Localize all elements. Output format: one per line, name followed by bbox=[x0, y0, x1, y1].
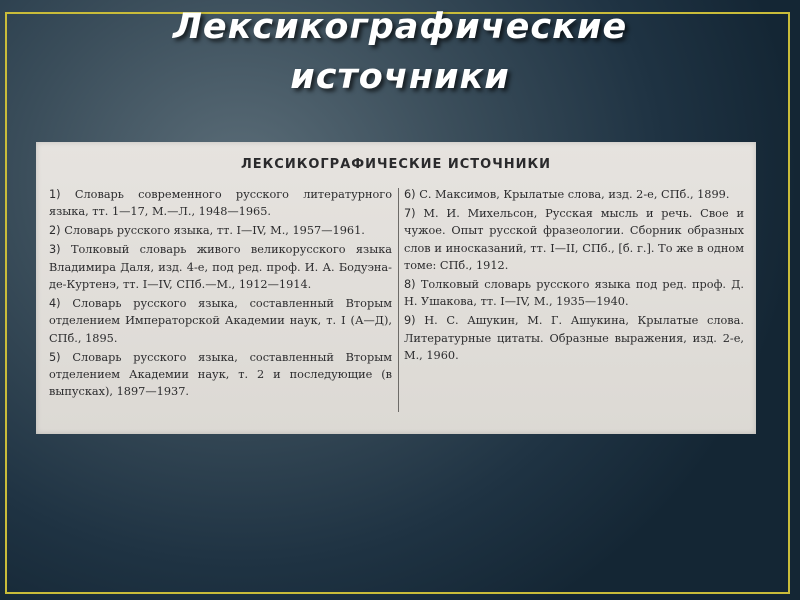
source-entry-7 bbox=[404, 205, 744, 275]
source-entry-8 bbox=[404, 276, 744, 311]
entry-text: Словарь русского языка, составленный Вторым отделением Императорской Академии наук, т. I (А—Д), СПб., 1895. bbox=[49, 296, 392, 345]
entry-number: 7) bbox=[404, 206, 416, 220]
entry-number: 9) bbox=[404, 314, 416, 328]
entry-text: Словарь русского языка, тт. I—IV, М., 1957—1961. bbox=[64, 224, 365, 238]
source-entry-4 bbox=[49, 295, 392, 347]
slide-title-line-2: источники bbox=[290, 57, 510, 97]
slide-title-line-1: Лексикографические bbox=[172, 7, 628, 47]
entry-number: 5) bbox=[49, 350, 61, 364]
entry-text: М. И. Михельсон, Русская мысль и речь. Свое и чужое. Опыт русской фразеологии. Сборник образных слов и иносказаний, тт. I—II, СПб., [б. г.]. То же в одном томе: СПб., 1912. bbox=[404, 206, 744, 273]
entry-number: 1) bbox=[49, 188, 61, 201]
scan-heading: ЛЕКСИКОГРАФИЧЕСКИЕ ИСТОЧНИКИ bbox=[241, 157, 551, 172]
entry-text: Толковый словарь русского языка под ред. проф. Д. Н. Ушакова, тт. I—IV, М., 1935—1940. bbox=[404, 278, 745, 309]
entry-text: Словарь современного русского литературного языка, тт. 1—17, М.—Л., 1948—1965. bbox=[49, 188, 392, 219]
left-column bbox=[49, 186, 392, 402]
source-entry-3 bbox=[49, 241, 392, 293]
entry-text: Н. С. Ашукин, М. Г. Ашукина, Крылатые слова. Литературные цитаты. Образные выражения, изд. 2-е, М., 1960. bbox=[404, 314, 744, 363]
column-divider bbox=[398, 188, 399, 412]
slide-title bbox=[0, 0, 800, 100]
source-entry-1 bbox=[49, 186, 392, 221]
entry-number: 3) bbox=[49, 243, 61, 257]
source-entry-6 bbox=[404, 186, 744, 203]
entry-number: 2) bbox=[49, 224, 61, 238]
scanned-page-image bbox=[36, 142, 756, 434]
entry-text: Словарь русского языка, составленный Вторым отделением Академии наук, т. 2 и последующие (в выпусках), 1897—1937. bbox=[49, 350, 392, 399]
entry-number: 6) bbox=[404, 188, 416, 201]
entry-text: Толковый словарь живого великорусского языка Владимира Даля, изд. 4-е, под ред. проф. И. А. Бодуэна-де-Куртенэ, тт. I—IV, СПб.—М., 1912—1914. bbox=[49, 243, 392, 292]
entry-text: С. Максимов, Крылатые слова, изд. 2-е, СПб., 1899. bbox=[419, 188, 730, 201]
source-entry-2 bbox=[49, 222, 392, 239]
entry-number: 4) bbox=[49, 296, 61, 310]
source-entry-9 bbox=[404, 312, 744, 364]
entry-number: 8) bbox=[404, 278, 416, 292]
source-entry-5 bbox=[49, 349, 392, 401]
right-column bbox=[404, 186, 744, 366]
